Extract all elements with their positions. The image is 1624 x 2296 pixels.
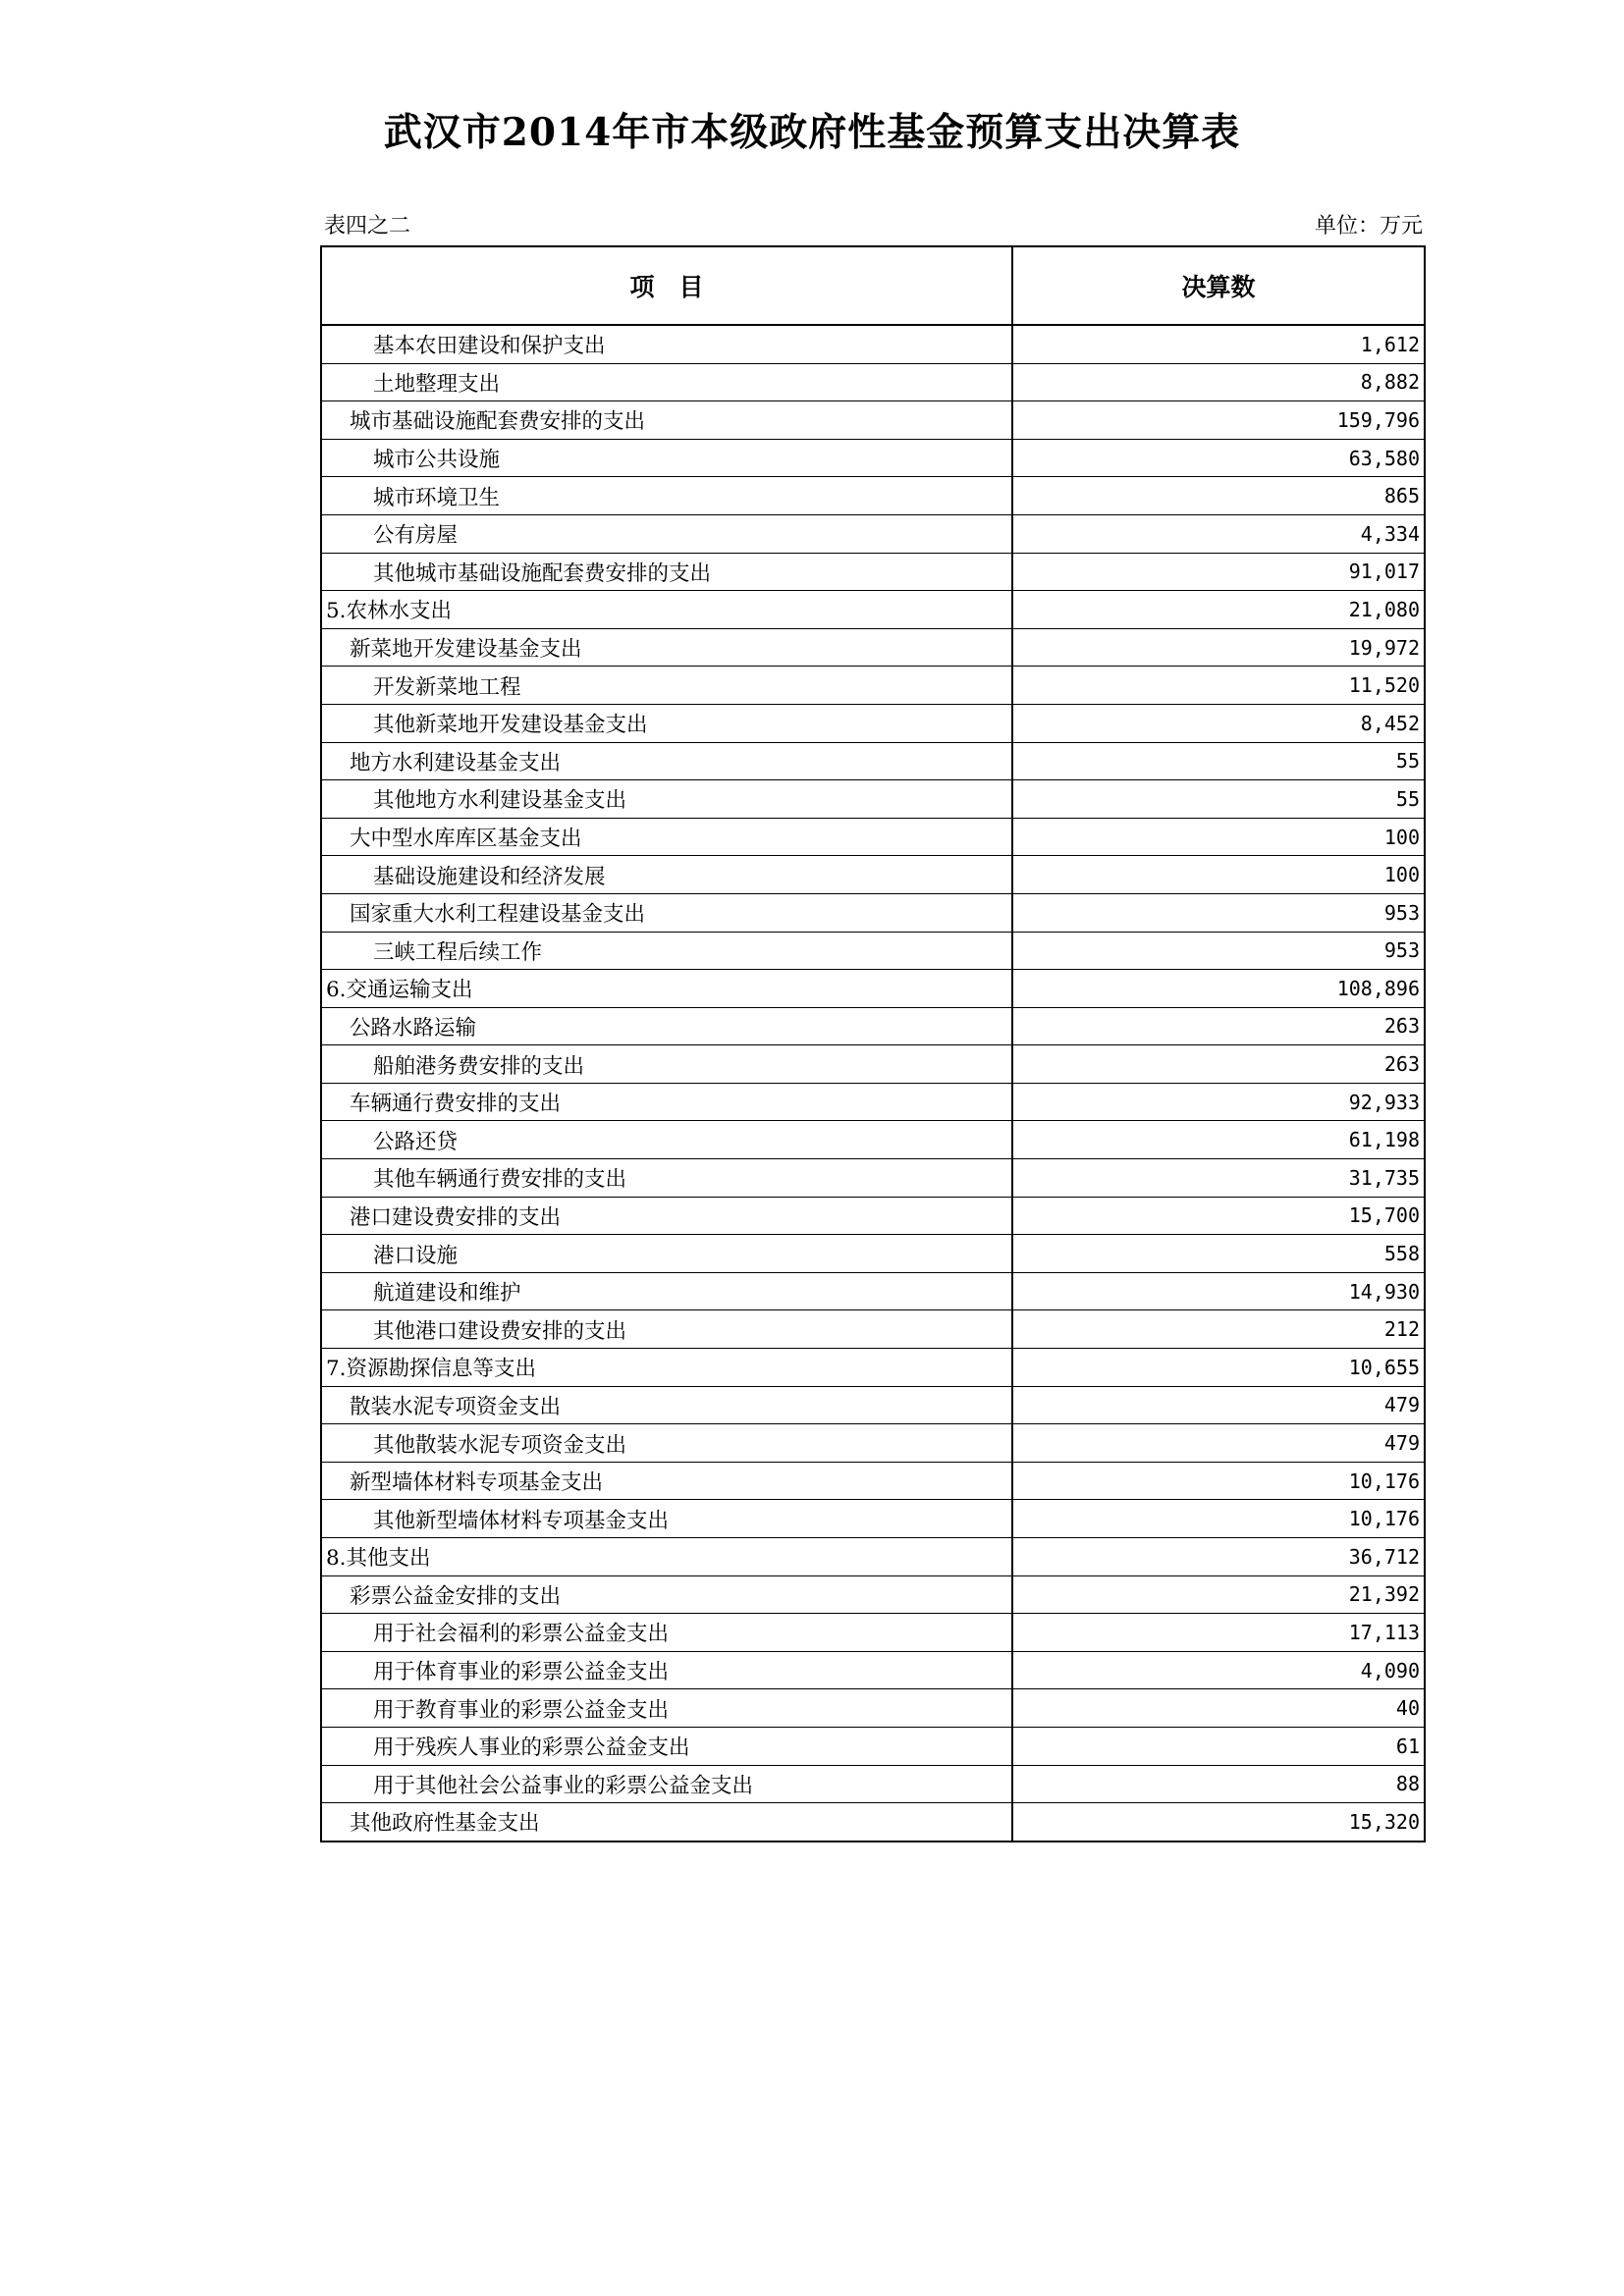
row-value: 4,334 <box>1012 514 1425 553</box>
row-value: 263 <box>1012 1007 1425 1045</box>
table-row <box>321 742 1425 780</box>
row-item-label: 用于体育事业的彩票公益金支出 <box>321 1651 1012 1689</box>
row-item-label: 用于社会福利的彩票公益金支出 <box>321 1614 1012 1652</box>
row-item-label: 城市基础设施配套费安排的支出 <box>321 401 1012 440</box>
table-row <box>321 553 1425 591</box>
table-row <box>321 514 1425 553</box>
table-meta <box>321 209 1423 237</box>
table-row <box>321 1121 1425 1159</box>
row-item-label: 国家重大水利工程建设基金支出 <box>321 893 1012 932</box>
table-row <box>321 1083 1425 1121</box>
row-value: 61 <box>1012 1727 1425 1765</box>
table-row <box>321 591 1425 629</box>
table-row <box>321 1310 1425 1349</box>
row-value: 21,392 <box>1012 1575 1425 1614</box>
row-value: 40 <box>1012 1689 1425 1728</box>
table-row <box>321 1386 1425 1424</box>
table-row <box>321 970 1425 1008</box>
table-row <box>321 1272 1425 1310</box>
row-value: 159,796 <box>1012 401 1425 440</box>
row-value: 953 <box>1012 932 1425 970</box>
row-value: 15,320 <box>1012 1803 1425 1842</box>
row-item-label: 开发新菜地工程 <box>321 667 1012 705</box>
row-value: 10,176 <box>1012 1500 1425 1538</box>
row-value: 55 <box>1012 742 1425 780</box>
row-value: 31,735 <box>1012 1159 1425 1198</box>
row-item-label: 其他港口建设费安排的支出 <box>321 1310 1012 1349</box>
header-item: 项 目 <box>321 246 1012 325</box>
table-row <box>321 401 1425 440</box>
header-row <box>321 246 1425 325</box>
table-row <box>321 1349 1425 1387</box>
table-row <box>321 704 1425 742</box>
row-item-label: 三峡工程后续工作 <box>321 932 1012 970</box>
table-row <box>321 1538 1425 1576</box>
row-item-label: 其他新菜地开发建设基金支出 <box>321 704 1012 742</box>
table-row <box>321 1500 1425 1538</box>
row-item-label: 其他城市基础设施配套费安排的支出 <box>321 553 1012 591</box>
table-body <box>321 325 1425 1842</box>
row-value: 479 <box>1012 1386 1425 1424</box>
row-value: 108,896 <box>1012 970 1425 1008</box>
row-value: 100 <box>1012 856 1425 894</box>
table-row <box>321 1765 1425 1803</box>
row-value: 8,882 <box>1012 363 1425 401</box>
row-item-label: 新型墙体材料专项基金支出 <box>321 1462 1012 1500</box>
row-item-label: 地方水利建设基金支出 <box>321 742 1012 780</box>
unit-label: 单位：万元 <box>1314 214 1423 239</box>
row-item-label: 7.资源勘探信息等支出 <box>321 1349 1012 1387</box>
row-item-label: 用于残疾人事业的彩票公益金支出 <box>321 1727 1012 1765</box>
budget-table <box>320 245 1426 1842</box>
row-value: 953 <box>1012 893 1425 932</box>
table-row <box>321 1045 1425 1084</box>
table-row <box>321 439 1425 477</box>
row-value: 61,198 <box>1012 1121 1425 1159</box>
table-row <box>321 1651 1425 1689</box>
row-value: 91,017 <box>1012 553 1425 591</box>
row-item-label: 8.其他支出 <box>321 1538 1012 1576</box>
table-row <box>321 1424 1425 1463</box>
table-row <box>321 1803 1425 1842</box>
table-row <box>321 1235 1425 1273</box>
row-item-label: 公有房屋 <box>321 514 1012 553</box>
row-value: 8,452 <box>1012 704 1425 742</box>
row-item-label: 散装水泥专项资金支出 <box>321 1386 1012 1424</box>
row-value: 92,933 <box>1012 1083 1425 1121</box>
row-item-label: 港口建设费安排的支出 <box>321 1197 1012 1235</box>
row-item-label: 5.农林水支出 <box>321 591 1012 629</box>
row-value: 10,655 <box>1012 1349 1425 1387</box>
table-row <box>321 932 1425 970</box>
table-row <box>321 780 1425 819</box>
row-value: 55 <box>1012 780 1425 819</box>
row-item-label: 基础设施建设和经济发展 <box>321 856 1012 894</box>
table-row <box>321 856 1425 894</box>
row-item-label: 船舶港务费安排的支出 <box>321 1045 1012 1084</box>
row-item-label: 土地整理支出 <box>321 363 1012 401</box>
table-row <box>321 893 1425 932</box>
row-item-label: 其他新型墙体材料专项基金支出 <box>321 1500 1012 1538</box>
row-item-label: 其他车辆通行费安排的支出 <box>321 1159 1012 1198</box>
row-item-label: 用于教育事业的彩票公益金支出 <box>321 1689 1012 1728</box>
row-item-label: 大中型水库库区基金支出 <box>321 818 1012 856</box>
row-value: 865 <box>1012 477 1425 515</box>
row-value: 88 <box>1012 1765 1425 1803</box>
table-row <box>321 1689 1425 1728</box>
row-value: 263 <box>1012 1045 1425 1084</box>
table-row <box>321 1575 1425 1614</box>
row-item-label: 其他散装水泥专项资金支出 <box>321 1424 1012 1463</box>
table-row <box>321 477 1425 515</box>
row-value: 21,080 <box>1012 591 1425 629</box>
table-row <box>321 363 1425 401</box>
row-value: 1,612 <box>1012 325 1425 363</box>
row-value: 14,930 <box>1012 1272 1425 1310</box>
row-value: 19,972 <box>1012 628 1425 667</box>
table-row <box>321 818 1425 856</box>
table-row <box>321 1159 1425 1198</box>
row-value: 10,176 <box>1012 1462 1425 1500</box>
table-row <box>321 667 1425 705</box>
row-value: 17,113 <box>1012 1614 1425 1652</box>
table-row <box>321 1462 1425 1500</box>
row-value: 15,700 <box>1012 1197 1425 1235</box>
page-title: 武汉市2014年市本级政府性基金预算支出决算表 <box>383 110 1241 155</box>
row-item-label: 港口设施 <box>321 1235 1012 1273</box>
row-item-label: 城市环境卫生 <box>321 477 1012 515</box>
row-value: 479 <box>1012 1424 1425 1463</box>
row-value: 11,520 <box>1012 667 1425 705</box>
row-item-label: 其他地方水利建设基金支出 <box>321 780 1012 819</box>
table-row <box>321 325 1425 363</box>
row-item-label: 用于其他社会公益事业的彩票公益金支出 <box>321 1765 1012 1803</box>
row-item-label: 其他政府性基金支出 <box>321 1803 1012 1842</box>
row-value: 558 <box>1012 1235 1425 1273</box>
row-item-label: 航道建设和维护 <box>321 1272 1012 1310</box>
row-item-label: 公路水路运输 <box>321 1007 1012 1045</box>
table-row <box>321 1007 1425 1045</box>
row-value: 4,090 <box>1012 1651 1425 1689</box>
row-value: 100 <box>1012 818 1425 856</box>
header-value: 决算数 <box>1012 246 1425 325</box>
table-row <box>321 628 1425 667</box>
row-item-label: 车辆通行费安排的支出 <box>321 1083 1012 1121</box>
table-row <box>321 1197 1425 1235</box>
row-value: 36,712 <box>1012 1538 1425 1576</box>
table-row <box>321 1727 1425 1765</box>
table-row <box>321 1614 1425 1652</box>
row-value: 212 <box>1012 1310 1425 1349</box>
row-value: 63,580 <box>1012 439 1425 477</box>
row-item-label: 基本农田建设和保护支出 <box>321 325 1012 363</box>
row-item-label: 城市公共设施 <box>321 439 1012 477</box>
table-label: 表四之二 <box>324 214 411 239</box>
row-item-label: 新菜地开发建设基金支出 <box>321 628 1012 667</box>
row-item-label: 公路还贷 <box>321 1121 1012 1159</box>
row-item-label: 彩票公益金安排的支出 <box>321 1575 1012 1614</box>
row-item-label: 6.交通运输支出 <box>321 970 1012 1008</box>
